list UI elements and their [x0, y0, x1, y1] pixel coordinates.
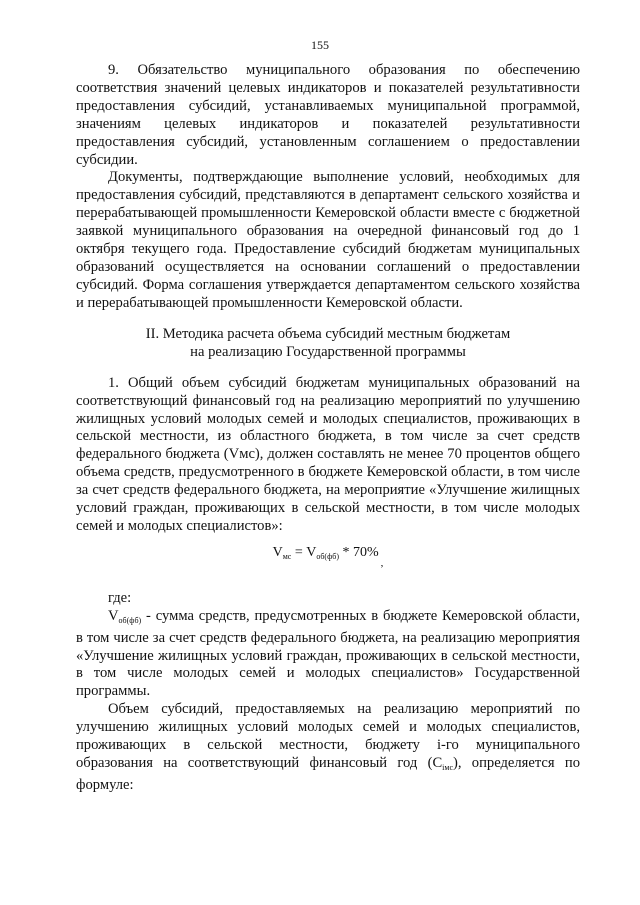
symbol-open: (C	[427, 755, 443, 771]
where-label: где:	[108, 589, 132, 606]
paragraph-total-volume: 1. Общий объем субсидий бюджетам муниципальных образований на соответствующий финансовый год на реализацию мероприятий по улучшению жилищных условий молодых семей и молодых специалистов, проживающих в сельской местности, из областного бюджета, в том числе за счет средств федерального бюджета (Vмс), должен составлять не менее 70 процентов общего объема средств, предусмотренного в бюджете Кемеровской области, в том числе за счет средств федерального бюджета, на мероприятие «Улучшение жилищных условий граждан, проживающих в сельской местности, в том числе молодых семей и молодых специалистов»:	[76, 374, 580, 534]
formula-eq: = V	[291, 544, 317, 560]
definition-symbol: V	[108, 607, 119, 624]
symbol-close: )	[453, 755, 458, 771]
formula-rhs-sub: об(фб)	[316, 551, 339, 561]
definition-text: - сумма средств, предусмотренных в бюджете Кемеровской области, в том числе за счет средств федерального бюджета, на реализацию мероприятия «Улучшение жилищных условий граждан, проживающих в сельской местности, в том числе молодых семей и молодых специалистов» Государственной программы.	[76, 607, 580, 700]
definition-symbol-sub: об(фб)	[118, 615, 142, 625]
paragraph-obligation: 9. Обязательство муниципального образования по обеспечению соответствия значений целевых индикаторов и показателей результативности предоставления субсидий, устанавливаемых муниципальной программой, значениям целевых индикаторов и показателей результативности предоставления субсидий, установленным соглашением о предоставлении субсидии.	[76, 62, 580, 168]
formula-lhs: V	[272, 544, 283, 560]
paragraph-documents: Документы, подтверждающие выполнение условий, необходимых для предоставления субсидий, представляются в департамент сельского хозяйства и перерабатывающей промышленности Кемеровской области вместе с бюджетной заявкой муниципального образования на очередной финансовый год до 1 октября текущего года. Предоставление субсидий бюджетам муниципальных образований осуществляется на основании соглашений о предоставлении субсидий. Форма соглашения утверждается департаментом сельского хозяйства и перерабатывающей промышленности Кемеровской области.	[76, 169, 580, 311]
section-heading-line2: на реализацию Государственной программы	[190, 343, 466, 360]
paragraph-last-before: Объем субсидий, предоставляемых на реализацию мероприятий по улучшению жилищных условий молодых семей и молодых специалистов, проживающих в сельской местности, бюджету i-го муниципального образования на соответствующий финансовый год	[76, 701, 580, 771]
formula-tail: ,	[380, 556, 384, 569]
page-number: 155	[311, 38, 329, 52]
paragraph-subsidy-volume	[76, 701, 580, 795]
definition-vobfb	[76, 608, 580, 702]
section-heading-line1: II. Методика расчета объема субсидий местным бюджетам	[145, 325, 511, 342]
formula-lhs-sub: мс	[282, 551, 292, 561]
section-heading	[76, 325, 580, 361]
paragraph-last-after: , определяется по формуле:	[76, 755, 580, 793]
formula-rest: * 70%	[339, 544, 379, 560]
symbol-sub: iмс	[442, 763, 454, 772]
formula-vms	[76, 536, 580, 586]
document-body	[76, 62, 580, 795]
